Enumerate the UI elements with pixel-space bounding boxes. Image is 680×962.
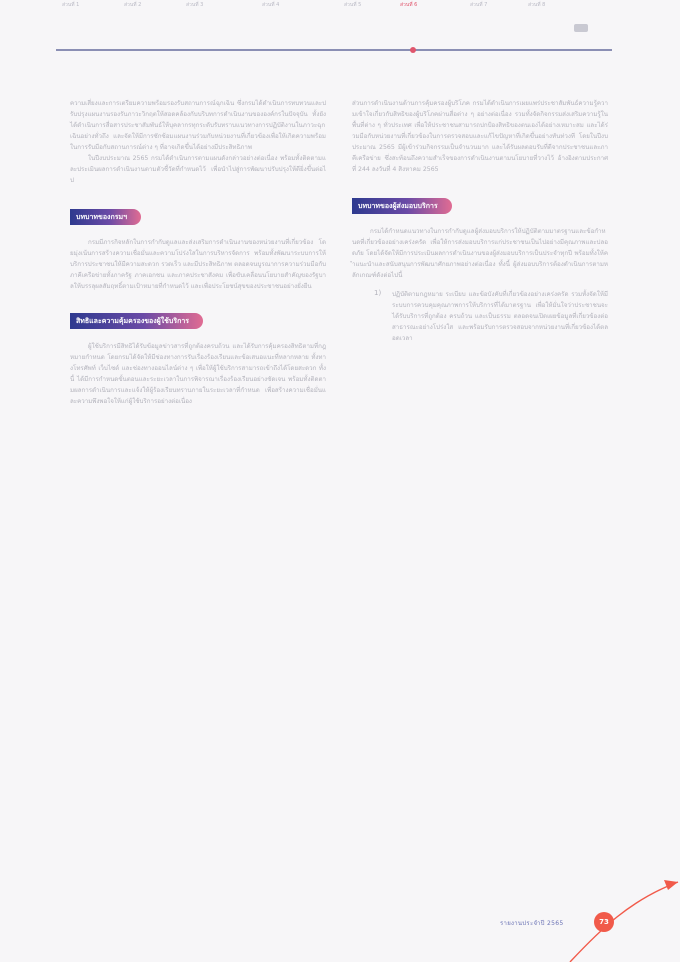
nav-progress-line: [56, 49, 612, 51]
right-intro-paragraph: ส่วนการดำเนินงานด้านการคุ้มครองผู้บริโภค กรมได้ดำเนินการเผยแพร่ประชาสัมพันธ์ความรู้ความเข้าใจเกี่ยวกับสิทธิของผู้บริโภคผ่านสื่อต่าง ๆ อย่างต่อเนื่อง รวมทั้งจัดกิจกรรมส่งเสริมความรู้ในพื้นที่ต่าง ๆ ทั่วประเทศ เพื่อให้ประชาชนสามารถปกป้องสิทธิของตนเองได้อย่างเหมาะสม และได้ร่วมมือกับหน่วยงานที่เกี่ยวข้องในการตรวจสอบและแก้ไขปัญหาที่เกิดขึ้นอย่างทันท่วงที โดยในปีงบประมาณ 2565 มีผู้เข้าร่วมกิจกรรมเป็นจำนวนมาก และได้รับผลตอบรับที่ดีจากประชาชนและภาคีเครือข่าย ซึ่งสะท้อนถึงความสำเร็จของการดำเนินงานตามนโยบายที่วางไว้ อ้างอิงตามประกาศที่ 244 ลงวันที่ 4 สิงหาคม 2565: [352, 100, 608, 173]
nav-item-3[interactable]: ส่วนที่ 3: [186, 2, 204, 8]
section-heading-role: บทบาทของกรมฯ: [70, 209, 141, 225]
nav-item-1[interactable]: ส่วนที่ 1: [62, 2, 80, 8]
section-heading-rights: สิทธิและความคุ้มครองของผู้ใช้บริการ: [70, 313, 203, 329]
list-item: [352, 289, 608, 344]
nav-active-dot: [410, 47, 416, 53]
decorative-curve: [560, 860, 680, 962]
list-item-text: ปฏิบัติตามกฎหมาย ระเบียบ และข้อบังคับที่เกี่ยวข้องอย่างเคร่งครัด รวมทั้งจัดให้มีระบบการควบคุมคุณภาพการให้บริการที่ได้มาตรฐาน เพื่อให้มั่นใจว่าประชาชนจะได้รับบริการที่ถูกต้อง ครบถ้วน และเป็นธรรม ตลอดจนเปิดเผยข้อมูลที่เกี่ยวข้องต่อสาธารณะอย่างโปร่งใส และพร้อมรับการตรวจสอบจากหน่วยงานที่เกี่ยวข้องได้ตลอดเวลา: [392, 291, 608, 342]
right-column: [352, 98, 608, 344]
nav-tab-marker: [574, 24, 588, 32]
nav-item-2[interactable]: ส่วนที่ 2: [124, 2, 142, 8]
nav-item-8[interactable]: ส่วนที่ 8: [528, 2, 546, 8]
nav-item-4[interactable]: ส่วนที่ 4: [262, 2, 280, 8]
nav-item-6[interactable]: ส่วนที่ 6: [400, 2, 418, 8]
left-intro-paragraph: ความเสี่ยงและการเตรียมความพร้อมรองรับสถานการณ์ฉุกเฉิน ซึ่งกรมได้ดำเนินการทบทวนและปรับปรุงแผนงานรองรับภาวะวิกฤตให้สอดคล้องกับบริบทการดำเนินงานขององค์กรในปัจจุบัน ทั้งยังได้ดำเนินการสื่อสารประชาสัมพันธ์ให้บุคลากรทุกระดับรับทราบแนวทางการปฏิบัติงานในภาวะฉุกเฉินอย่างทั่วถึง และจัดให้มีการซักซ้อมแผนงานร่วมกับหน่วยงานที่เกี่ยวข้องเพื่อให้เกิดความพร้อมในการรับมือกับสถานการณ์ต่าง ๆ ที่อาจเกิดขึ้นได้อย่างมีประสิทธิภาพ: [70, 100, 326, 151]
left-paragraph-rights: ผู้ใช้บริการมีสิทธิได้รับข้อมูลข่าวสารที่ถูกต้องครบถ้วน และได้รับการคุ้มครองสิทธิตามที่กฎหมายกำหนด โดยกรมได้จัดให้มีช่องทางการรับเรื่องร้องเรียนและข้อเสนอแนะที่หลากหลาย ทั้งทางโทรศัพท์ เว็บไซต์ และช่องทางออนไลน์ต่าง ๆ เพื่อให้ผู้ใช้บริการสามารถเข้าถึงได้โดยสะดวก ทั้งนี้ ได้มีการกำหนดขั้นตอนและระยะเวลาในการพิจารณาเรื่องร้องเรียนอย่างชัดเจน พร้อมทั้งติดตามผลการดำเนินการและแจ้งให้ผู้ร้องเรียนทราบภายในระยะเวลาที่กำหนด เพื่อสร้างความเชื่อมั่นและความพึงพอใจให้แก่ผู้ใช้บริการอย่างต่อเนื่อง: [70, 343, 326, 405]
section-heading-suppliers: บทบาทของผู้ส่งมอบบริการ: [352, 198, 452, 214]
left-column: [70, 98, 326, 407]
report-label: รายงานประจำปี 2565: [500, 920, 564, 927]
page-number-badge: 73: [594, 912, 614, 932]
left-intro-paragraph-2: ในปีงบประมาณ 2565 กรมได้ดำเนินการตามแผนดังกล่าวอย่างต่อเนื่อง พร้อมทั้งติดตามและประเมินผลการดำเนินงานตามตัวชี้วัดที่กำหนดไว้ เพื่อนำไปสู่การพัฒนาปรับปรุงให้ดียิ่งขึ้นต่อไป: [70, 155, 326, 184]
list-item-number: 1): [374, 289, 382, 297]
nav-item-5[interactable]: ส่วนที่ 5: [344, 2, 362, 8]
nav-item-7[interactable]: ส่วนที่ 7: [470, 2, 488, 8]
left-paragraph-role: กรมมีภารกิจหลักในการกำกับดูแลและส่งเสริมการดำเนินงานของหน่วยงานที่เกี่ยวข้อง โดยมุ่งเน้นการสร้างความเชื่อมั่นและความโปร่งใสในการบริหารจัดการ พร้อมทั้งพัฒนาระบบการให้บริการประชาชนให้มีความสะดวก รวดเร็ว และมีประสิทธิภาพ ตลอดจนบูรณาการความร่วมมือกับภาคีเครือข่ายทั้งภาครัฐ ภาคเอกชน และภาคประชาสังคม เพื่อขับเคลื่อนนโยบายสำคัญของรัฐบาลให้บรรลุผลสัมฤทธิ์ตามเป้าหมายที่กำหนดไว้ และเพื่อประโยชน์สุขของประชาชนอย่างยั่งยืน: [70, 239, 326, 290]
right-paragraph-suppliers: กรมได้กำหนดแนวทางในการกำกับดูแลผู้ส่งมอบบริการให้ปฏิบัติตามมาตรฐานและข้อกำหนดที่เกี่ยวข้องอย่างเคร่งครัด เพื่อให้การส่งมอบบริการแก่ประชาชนเป็นไปอย่างมีคุณภาพและปลอดภัย โดยได้จัดให้มีการประเมินผลการดำเนินงานของผู้ส่งมอบบริการเป็นประจำทุกปี พร้อมทั้งให้คำแนะนำและสนับสนุนการพัฒนาศักยภาพอย่างต่อเนื่อง ทั้งนี้ ผู้ส่งมอบบริการต้องดำเนินการตามหลักเกณฑ์ดังต่อไปนี้: [352, 228, 608, 279]
